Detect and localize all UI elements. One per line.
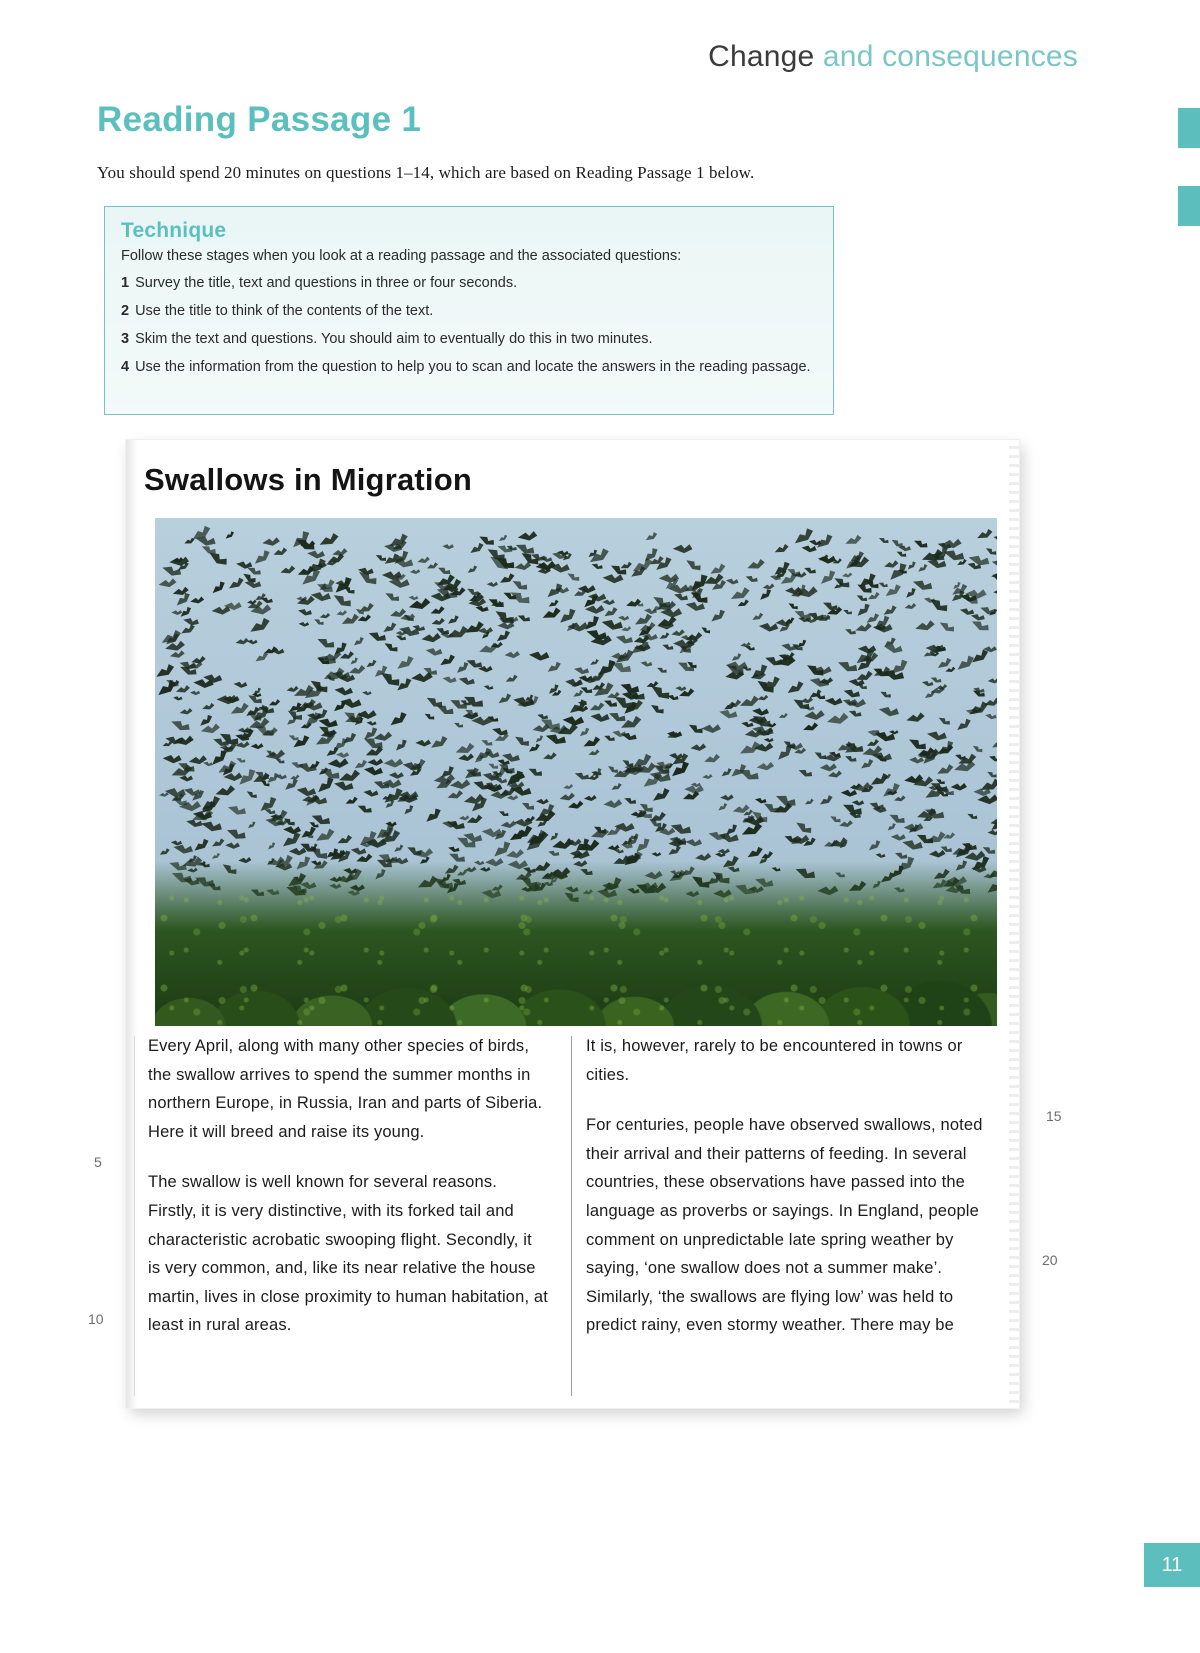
instruction-text: You should spend 20 minutes on questions 1–14, which are based on Reading Passage 1 below.	[97, 163, 755, 182]
technique-box	[104, 206, 834, 415]
technique-item-text: Use the title to think of the contents of the text.	[135, 302, 434, 319]
technique-item	[121, 274, 817, 293]
technique-item-number: 4	[121, 358, 130, 375]
running-header-dark: Change	[708, 40, 815, 73]
technique-intro: Follow these stages when you look at a reading passage and the associated questions:	[121, 248, 682, 264]
photo-tree-texture	[155, 876, 997, 1026]
technique-item	[121, 358, 817, 377]
passage-left-column	[148, 1032, 548, 1362]
edge-tab-marker-1	[1178, 108, 1200, 148]
page-number-badge: 11	[1144, 1543, 1200, 1587]
technique-heading: Technique	[121, 219, 227, 242]
paragraph: It is, however, rarely to be encountered in towns or cities.	[586, 1037, 963, 1084]
swallows-photo	[155, 518, 997, 1026]
column-divider	[571, 1036, 572, 1396]
passage-right-column	[586, 1032, 986, 1362]
technique-item-text: Survey the title, text and questions in three or four seconds.	[135, 275, 518, 292]
technique-item-number: 1	[121, 275, 130, 292]
technique-item	[121, 302, 817, 321]
edge-tab-marker-2	[1178, 186, 1200, 226]
technique-item	[121, 330, 817, 349]
technique-item-text: Skim the text and questions. You should aim to eventually do this in two minutes.	[135, 330, 653, 347]
line-number: 10	[88, 1311, 104, 1327]
technique-item-number: 3	[121, 330, 130, 347]
paragraph: Every April, along with many other species of birds, the swallow arrives to spend the summer months in northern Europe, in Russia, Iran and parts of Siberia. Here it will breed and raise its young.	[148, 1037, 543, 1141]
paragraph: The swallow is well known for several reasons. Firstly, it is very distinctive, with its forked tail and characteristic acrobatic swooping flight. Secondly, it is very common, and, like its near relative the house martin, lives in close proximity to human habitation, at least in rural areas.	[148, 1173, 548, 1335]
technique-item-number: 2	[121, 302, 130, 319]
line-number: 15	[1046, 1108, 1062, 1124]
technique-item-text: Use the information from the question to help you to scan and locate the answers in the reading passage.	[135, 358, 811, 375]
line-number: 20	[1042, 1252, 1058, 1268]
line-number: 5	[94, 1154, 102, 1170]
running-header	[708, 40, 1078, 74]
page-title: Reading Passage 1	[97, 100, 422, 139]
passage-title: Swallows in Migration	[144, 462, 473, 497]
paragraph: For centuries, people have observed swallows, noted their arrival and their patterns of feeding. In several countries, these observations have passed into the language as proverbs or sayings. In England, people comment on unpredictable late spring weather by saying, ‘one swallow does not a summer make’. Similarly, ‘the swallows are flying low’ was held to predict rainy, even stormy weather. There may be	[586, 1116, 983, 1335]
running-header-accent: and consequences	[822, 40, 1078, 73]
left-margin-rule	[134, 1036, 135, 1396]
